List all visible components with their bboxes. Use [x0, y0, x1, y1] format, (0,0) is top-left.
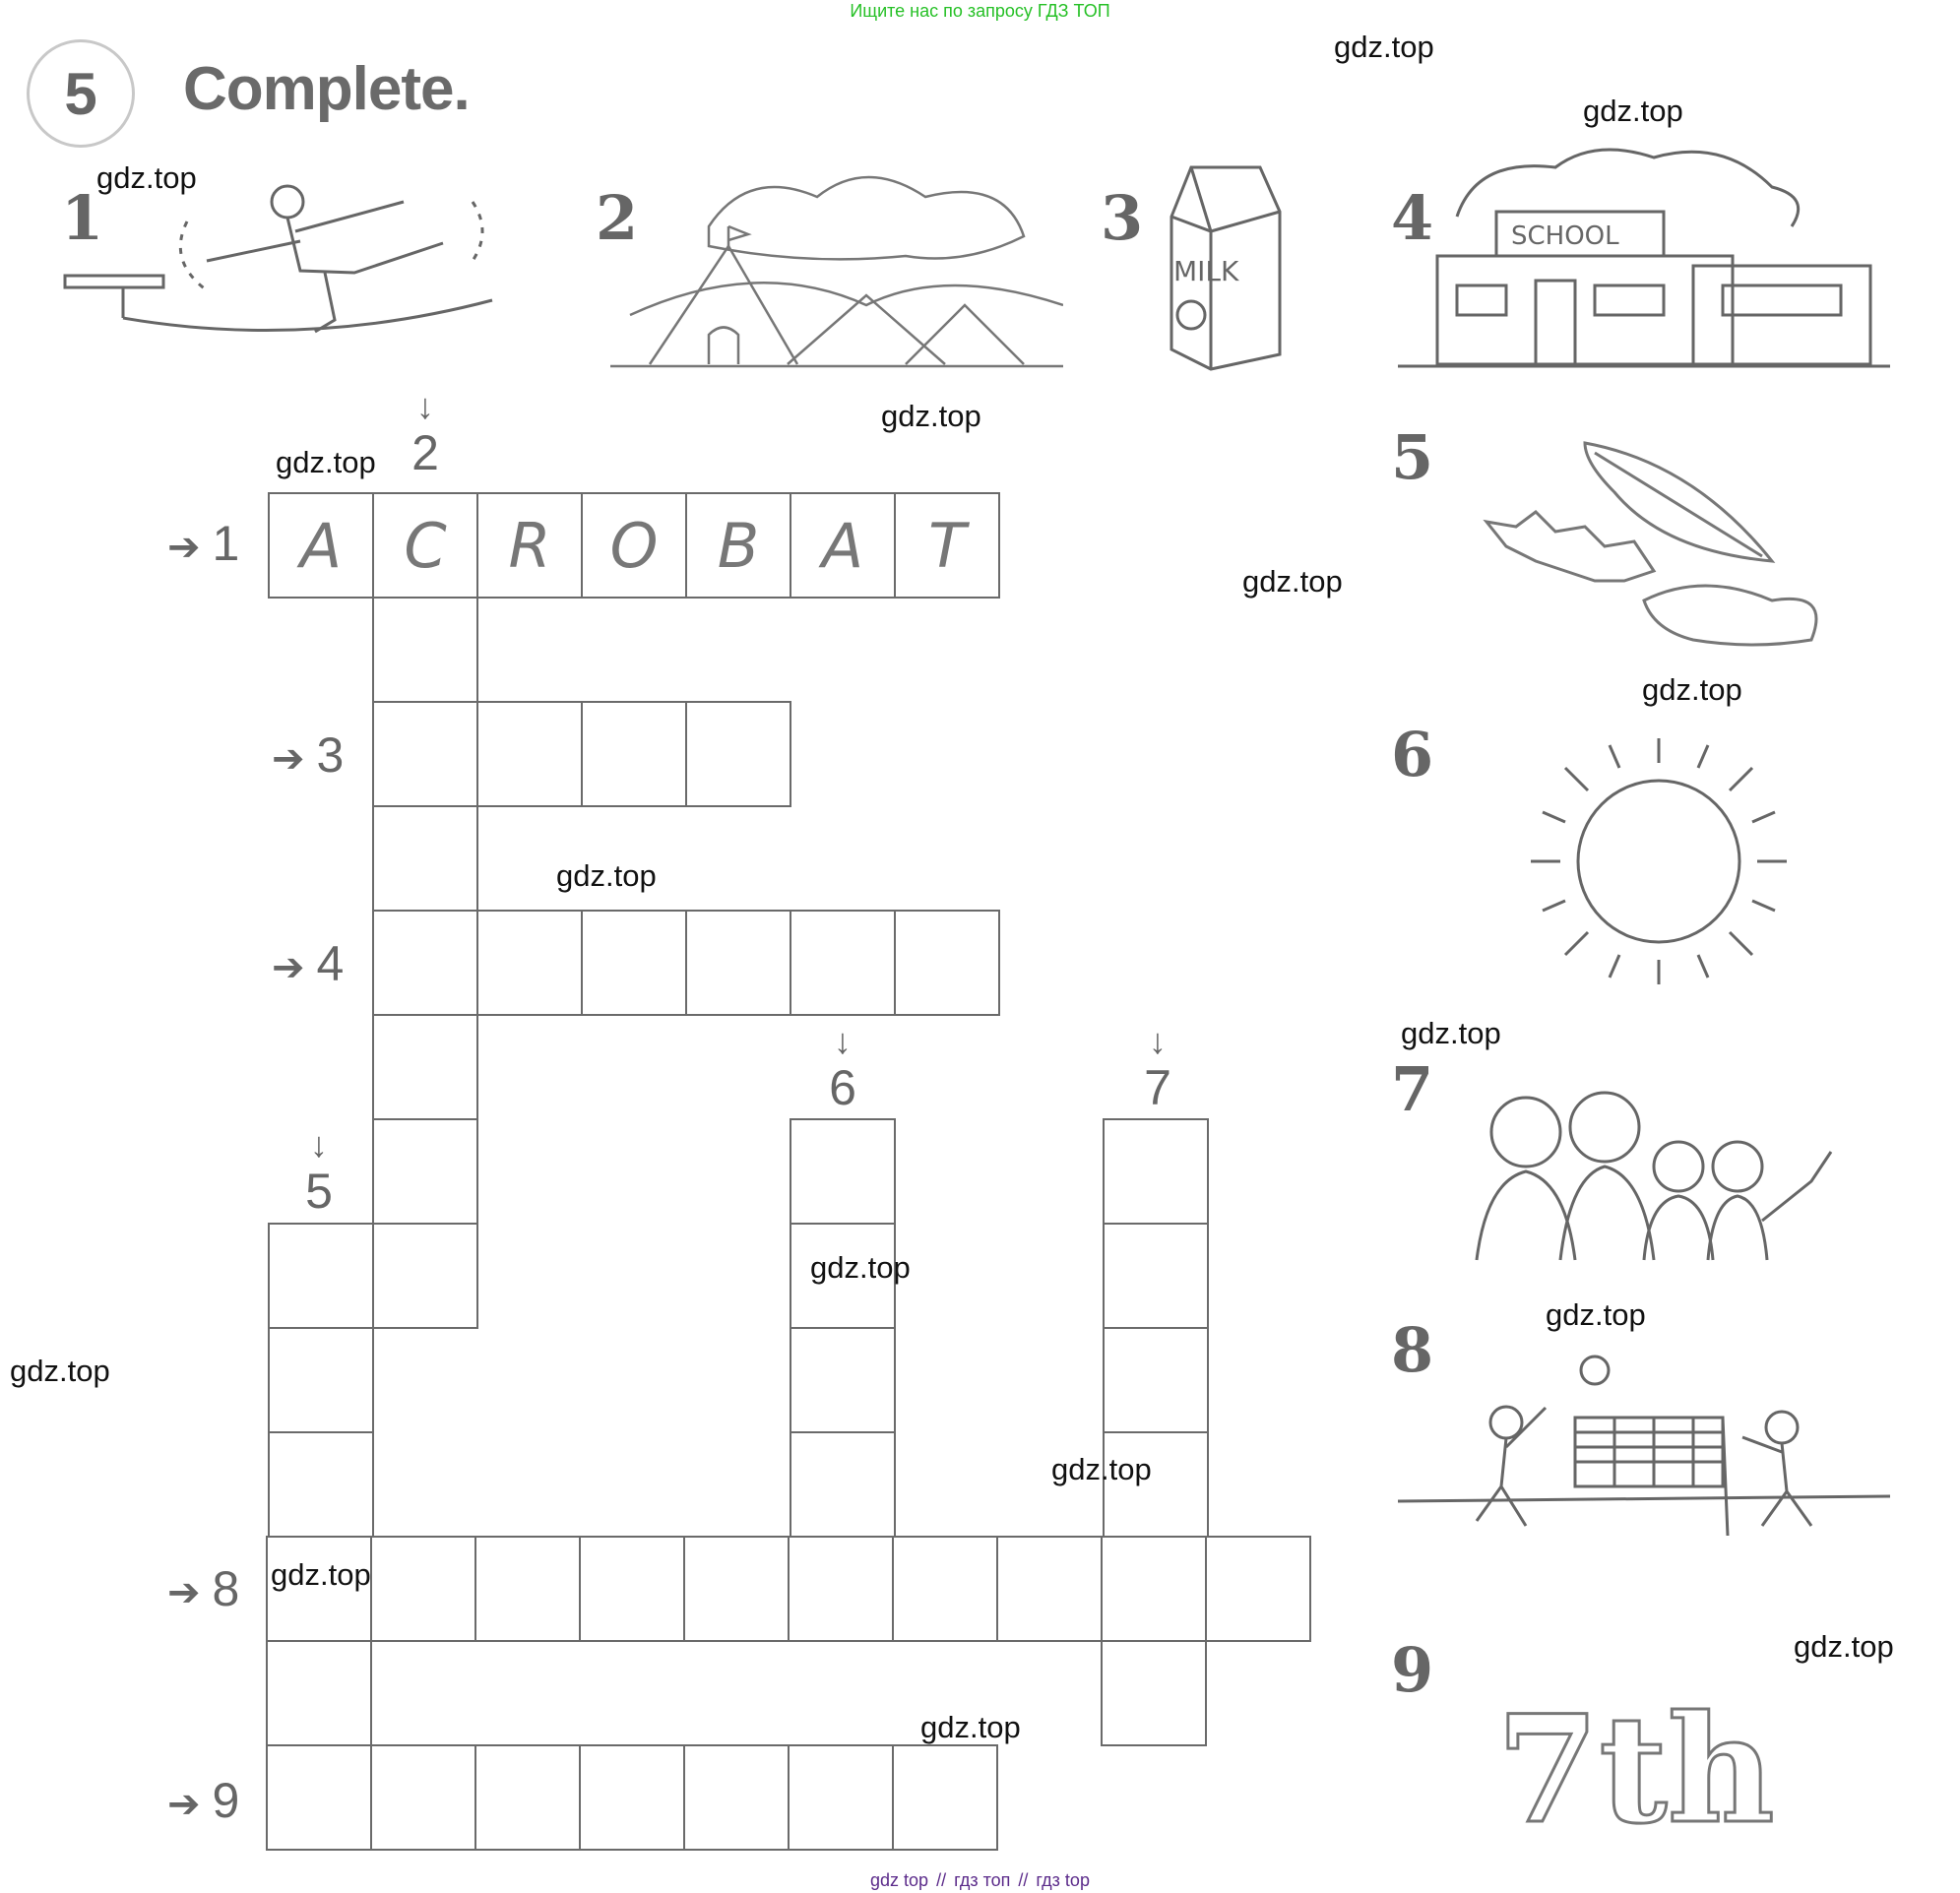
- watermark: gdz.top: [276, 445, 376, 479]
- cell-2-down-6[interactable]: [372, 1014, 478, 1120]
- cell-3-across-1[interactable]: [372, 701, 478, 807]
- clue-1-across: ➔ 1: [167, 516, 240, 571]
- watermark: gdz.top: [810, 1250, 911, 1285]
- picture-number-6: 6: [1391, 719, 1434, 790]
- cell-9-across-1[interactable]: [266, 1744, 372, 1851]
- clue-8-across: ➔ 8: [167, 1561, 240, 1616]
- cell-8-across-10[interactable]: [1205, 1536, 1311, 1642]
- cell-6-down-1[interactable]: [790, 1118, 896, 1225]
- watermark: gdz.top: [1794, 1629, 1894, 1664]
- picture-number-1: 1: [61, 182, 104, 254]
- watermark: gdz.top: [1242, 564, 1343, 599]
- cell-8-across-8[interactable]: [996, 1536, 1103, 1642]
- clue-4-across: ➔ 4: [272, 936, 345, 991]
- watermark: gdz.top: [1583, 94, 1683, 128]
- top-banner: Ищите нас по запросу ГДЗ ТОП: [850, 1, 1110, 21]
- clue-5-down: ↓ 5: [289, 1127, 348, 1220]
- cell-1-across-3[interactable]: R: [476, 492, 583, 599]
- watermark: gdz.top: [1642, 672, 1742, 707]
- cell-6-down-4[interactable]: [790, 1431, 896, 1538]
- cell-1-across-1[interactable]: A: [268, 492, 374, 599]
- watermark: gdz.top: [556, 858, 657, 893]
- picture-number-8: 8: [1391, 1314, 1434, 1386]
- cell-5-down-2[interactable]: [268, 1327, 374, 1433]
- cell-9-across-2[interactable]: [370, 1744, 476, 1851]
- cell-4-across-1[interactable]: [372, 910, 478, 1016]
- cell-8-across-7[interactable]: [892, 1536, 998, 1642]
- cell-2-down-2[interactable]: [372, 597, 478, 703]
- clue-3-across: ➔ 3: [272, 727, 345, 783]
- arrow-down-icon: ↓: [310, 1124, 328, 1165]
- seventh-label: 7th: [1496, 1683, 1775, 1841]
- cell-6-down-3[interactable]: [790, 1327, 896, 1433]
- leaves-icon: [1477, 433, 1831, 660]
- cell-7-down-1[interactable]: [1103, 1118, 1209, 1225]
- sun-icon: [1496, 728, 1811, 984]
- watermark: gdz.top: [1334, 30, 1434, 64]
- cell-1-across-2[interactable]: C: [372, 492, 478, 599]
- milk-label: MILK: [1173, 255, 1239, 287]
- cell-2-down-4[interactable]: [372, 805, 478, 912]
- cell-9-across-7[interactable]: [892, 1744, 998, 1851]
- cell-3-across-2[interactable]: [476, 701, 583, 807]
- family-icon: [1467, 1073, 1841, 1270]
- cell-4-across-2[interactable]: [476, 910, 583, 1016]
- circus-tents-icon: [610, 158, 1063, 374]
- cell-8-across-5[interactable]: [683, 1536, 790, 1642]
- watermark: gdz.top: [96, 160, 197, 195]
- footer: gdz top // гдз топ // гдз top: [870, 1870, 1090, 1890]
- cell-7-down-3[interactable]: [1103, 1327, 1209, 1433]
- cell-1-across-4[interactable]: O: [581, 492, 687, 599]
- cell-8-across-9[interactable]: [1101, 1536, 1207, 1642]
- watermark: gdz.top: [1051, 1452, 1152, 1486]
- watermark: gdz.top: [271, 1557, 371, 1592]
- cell-8-across-4[interactable]: [579, 1536, 685, 1642]
- cell-7-down-6[interactable]: [1101, 1640, 1207, 1746]
- clue-2-down: ↓ 2: [396, 389, 455, 481]
- seventh-numeral-icon: [1496, 1683, 1792, 1841]
- watermark: gdz.top: [10, 1354, 110, 1388]
- cell-5-down-5[interactable]: [266, 1640, 372, 1746]
- cell-9-across-3[interactable]: [474, 1744, 581, 1851]
- cell-4-across-3[interactable]: [581, 910, 687, 1016]
- arrow-right-icon: ➔: [167, 526, 201, 569]
- picture-number-4: 4: [1391, 182, 1434, 254]
- exercise-number-badge: 5: [27, 39, 135, 148]
- arrow-right-icon: ➔: [167, 1571, 201, 1614]
- clue-7-down: ↓ 7: [1128, 1024, 1187, 1116]
- cell-5-down-1[interactable]: [268, 1223, 374, 1329]
- cell-8-across-6[interactable]: [788, 1536, 894, 1642]
- school-label: SCHOOL: [1511, 221, 1619, 251]
- picture-number-7: 7: [1391, 1053, 1434, 1125]
- cell-9-across-6[interactable]: [788, 1744, 894, 1851]
- picture-number-2: 2: [596, 182, 639, 254]
- cell-8-across-2[interactable]: [370, 1536, 476, 1642]
- arrow-right-icon: ➔: [272, 946, 305, 989]
- cell-1-across-6[interactable]: A: [790, 492, 896, 599]
- cell-2-down-8[interactable]: [372, 1223, 478, 1329]
- cell-3-across-3[interactable]: [581, 701, 687, 807]
- cell-4-across-6[interactable]: [894, 910, 1000, 1016]
- picture-number-9: 9: [1391, 1634, 1434, 1706]
- cell-7-down-2[interactable]: [1103, 1223, 1209, 1329]
- cell-8-across-3[interactable]: [474, 1536, 581, 1642]
- arrow-down-icon: ↓: [416, 386, 434, 426]
- cell-1-across-7[interactable]: T: [894, 492, 1000, 599]
- picture-number-5: 5: [1391, 421, 1434, 493]
- school-building-icon: [1398, 128, 1890, 374]
- watermark: gdz.top: [1546, 1297, 1646, 1332]
- watermark: gdz.top: [881, 399, 981, 433]
- cell-5-down-3[interactable]: [268, 1431, 374, 1538]
- cell-4-across-5[interactable]: [790, 910, 896, 1016]
- arrow-down-icon: ↓: [1149, 1021, 1167, 1061]
- watermark: gdz.top: [1401, 1016, 1501, 1050]
- volleyball-players-icon: [1398, 1349, 1890, 1546]
- arrow-down-icon: ↓: [834, 1021, 852, 1061]
- cell-9-across-4[interactable]: [579, 1744, 685, 1851]
- clue-6-down: ↓ 6: [813, 1024, 872, 1116]
- cell-1-across-5[interactable]: B: [685, 492, 791, 599]
- cell-4-across-4[interactable]: [685, 910, 791, 1016]
- clue-9-across: ➔ 9: [167, 1773, 240, 1828]
- arrow-right-icon: ➔: [167, 1783, 201, 1826]
- arrow-right-icon: ➔: [272, 737, 305, 781]
- milk-carton-icon: [1152, 158, 1329, 374]
- watermark: gdz.top: [920, 1710, 1021, 1744]
- cell-9-across-5[interactable]: [683, 1744, 790, 1851]
- picture-number-3: 3: [1101, 182, 1144, 254]
- cell-3-across-4[interactable]: [685, 701, 791, 807]
- exercise-title: Complete.: [183, 55, 470, 123]
- cell-2-down-7[interactable]: [372, 1118, 478, 1225]
